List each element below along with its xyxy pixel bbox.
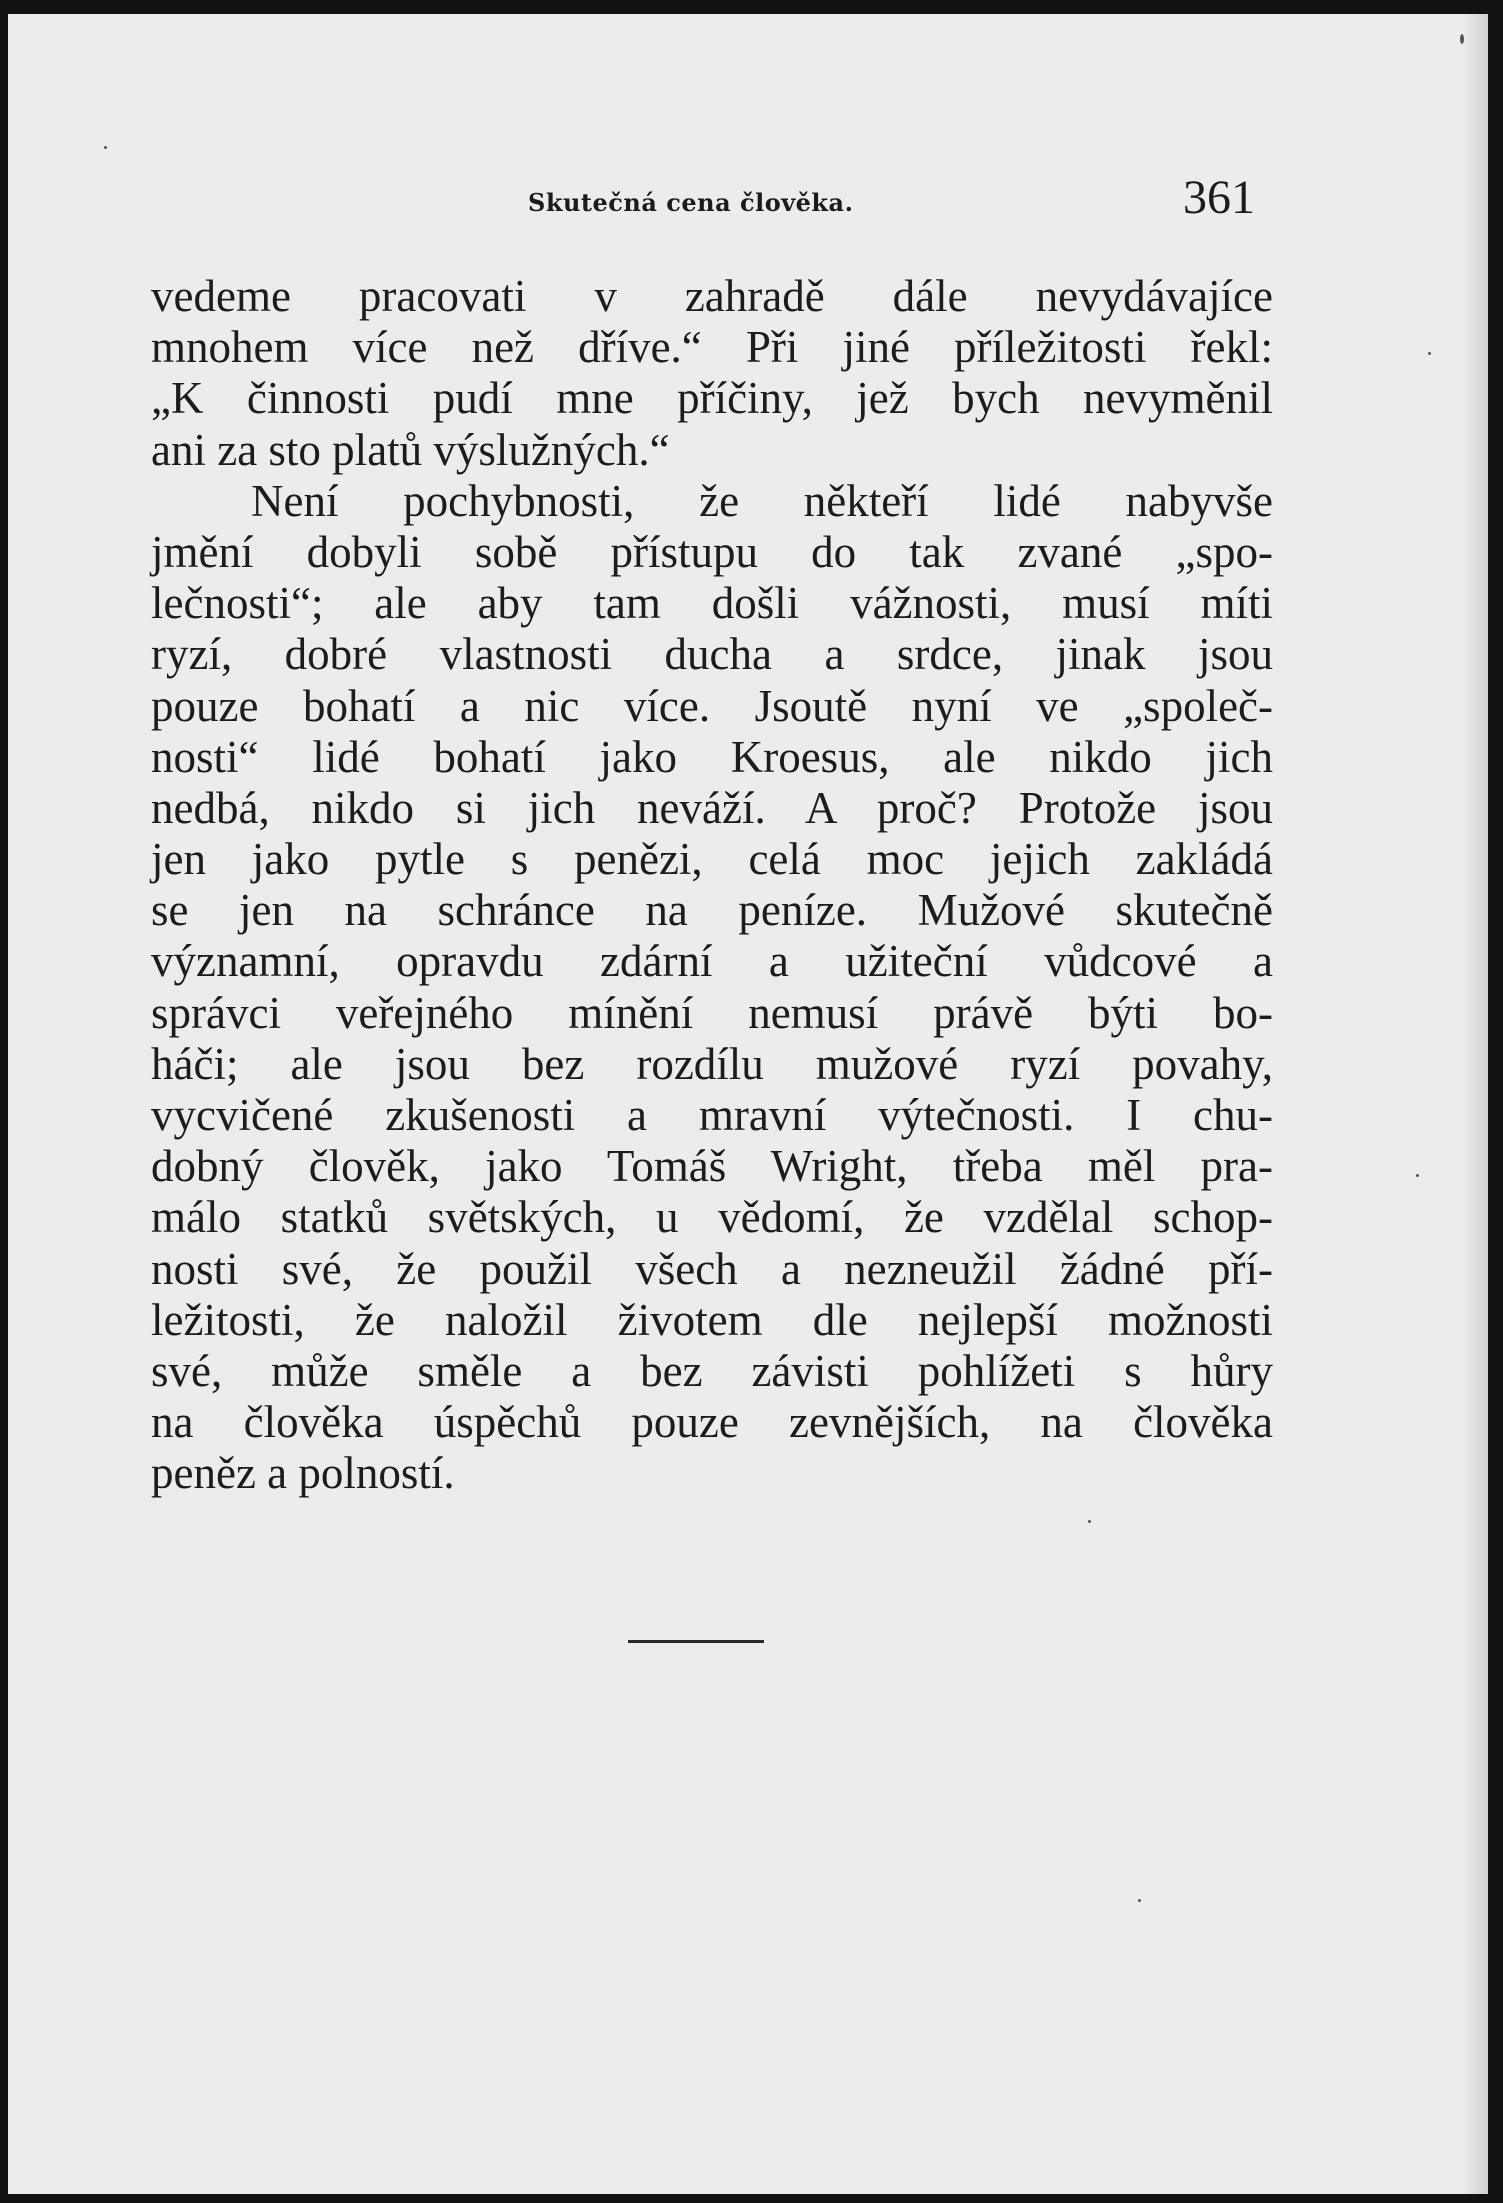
scan-speck — [1138, 1899, 1141, 1902]
scan-speck — [104, 146, 107, 149]
text-line: pouze bohatí a nic více. Jsoutě nyní ve „společ- — [151, 680, 1273, 731]
text-line: správci veřejného mínění nemusí právě býti bo- — [151, 987, 1273, 1038]
text-line: lečnosti“; ale aby tam došli vážnosti, musí míti — [151, 578, 1273, 629]
text-line: na člověka úspěchů pouze zevnějších, na člověka — [151, 1397, 1273, 1448]
page-header — [8, 170, 1488, 230]
text-line: ryzí, dobré vlastnosti ducha a srdce, jinak jsou — [151, 629, 1273, 680]
section-end-rule — [628, 1640, 764, 1643]
text-line: své, může směle a bez závisti pohlížeti s hůry — [151, 1345, 1273, 1396]
text-line: „K činnosti pudí mne příčiny, jež bych nevyměnil — [151, 373, 1273, 424]
running-title: Skutečná cena člověka. — [528, 188, 854, 217]
book-page — [8, 14, 1488, 2194]
scan-speck — [1416, 1174, 1419, 1177]
text-line: vycvičené zkušenosti a mravní výtečnosti. I chu- — [151, 1090, 1273, 1140]
text-line: nosti své, že použil všech a nezneužil žádné pří- — [151, 1243, 1273, 1294]
text-line: ani za sto platů výslužných.“ — [151, 424, 670, 475]
text-line: nedbá, nikdo si jich neváží. A proč? Protože jsou — [151, 782, 1273, 833]
text-line: mnohem více než dříve.“ Při jiné příležitosti řekl: — [151, 322, 1273, 373]
text-line: se jen na schránce na peníze. Mužové skutečně — [151, 885, 1273, 936]
paragraph-first-line: Není pochybnosti, že někteří lidé nabyvše — [251, 475, 1273, 526]
text-line: málo statků světských, u vědomí, že vzdělal schop- — [151, 1192, 1273, 1243]
scan-speck — [1088, 1520, 1091, 1523]
text-line: významní, opravdu zdární a užiteční vůdcové a — [151, 936, 1273, 987]
text-line: nosti“ lidé bohatí jako Kroesus, ale nikdo jich — [151, 731, 1273, 782]
text-line: jmění dobyli sobě přístupu do tak zvané „spo- — [151, 526, 1273, 577]
scan-speck — [1460, 34, 1464, 44]
text-line: ležitosti, že naložil životem dle nejlepší možnosti — [151, 1294, 1273, 1345]
text-line: peněz a polností. — [151, 1448, 455, 1499]
text-line: háči; ale jsou bez rozdílu mužové ryzí povahy, — [151, 1038, 1273, 1089]
text-line: dobný člověk, jako Tomáš Wright, třeba měl pra- — [151, 1141, 1273, 1192]
text-line: jen jako pytle s penězi, celá moc jejich zakládá — [151, 834, 1273, 885]
body-text — [151, 271, 1273, 1500]
page-number: 361 — [1183, 171, 1255, 224]
text-line: vedeme pracovati v zahradě dále nevydávajíce — [151, 271, 1273, 321]
scan-speck — [1428, 352, 1431, 355]
